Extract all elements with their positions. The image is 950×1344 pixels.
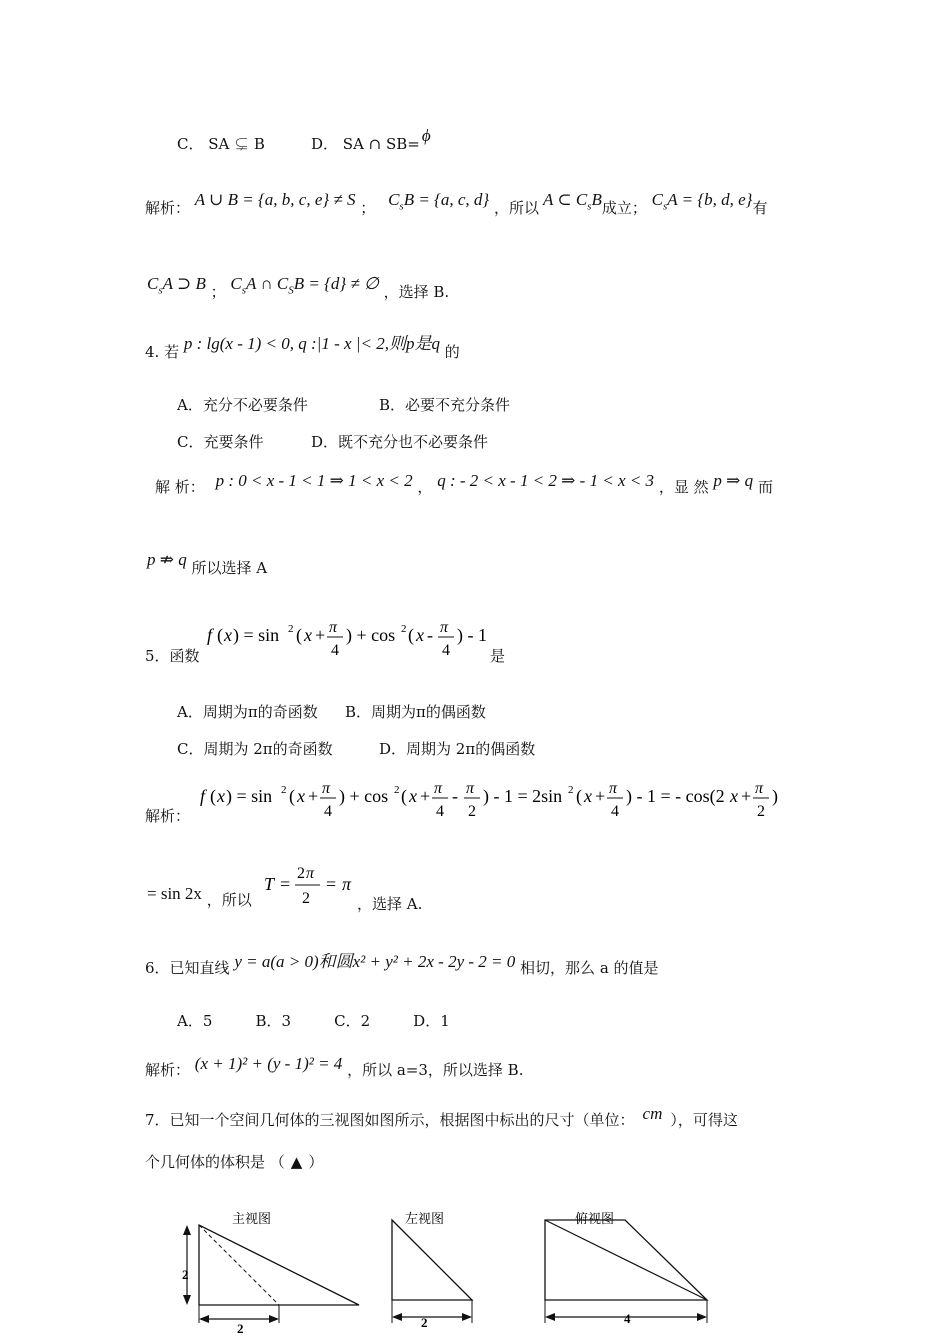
svg-text:2: 2 — [568, 784, 574, 796]
top-view-title: 俯视图 — [575, 1211, 615, 1226]
svg-text:π: π — [440, 619, 449, 636]
svg-text:x: x — [217, 786, 225, 806]
side-view-triangle — [392, 1220, 472, 1300]
svg-text:): ) — [772, 786, 778, 806]
svg-text:2: 2 — [302, 890, 310, 907]
q6-options: A．5 B．3 C．2 D．1 — [177, 1012, 450, 1030]
svg-text:) - 1 = 2sin: ) - 1 = 2sin — [483, 786, 563, 806]
svg-text:2: 2 — [757, 803, 765, 820]
q4-option-d: D．既不充分也不必要条件 — [311, 433, 489, 451]
svg-text:2: 2 — [394, 784, 400, 796]
svg-text:(: ( — [576, 786, 582, 806]
svg-text:4: 4 — [331, 642, 339, 659]
front-height-arrow-down — [183, 1295, 191, 1305]
svg-text:+: + — [595, 786, 606, 806]
q6-stem: 6．已知直线 y = a(a > 0)和圆x² + y² + 2x - 2y - 2 = 0 相切，那么 a 的值是 — [145, 952, 659, 977]
svg-text:f: f — [200, 786, 206, 806]
svg-text:T: T — [264, 874, 275, 894]
svg-text:(: ( — [289, 786, 295, 806]
svg-text:+: + — [308, 786, 319, 806]
svg-text:) + cos: ) + cos — [339, 786, 389, 806]
svg-text:(: ( — [401, 786, 407, 806]
q4-analysis-line1: 解 析： p : 0 < x - 1 < 1 ⇒ 1 < x < 2 ， q : - 2 < x - 1 < 2 ⇒ - 1 < x < 3 ，显 然 p ⇒ q 而 — [155, 471, 773, 496]
svg-text:x: x — [730, 786, 738, 806]
svg-text:f: f — [207, 625, 213, 645]
q5-analysis-line2: = sin 2x ，所以 — [147, 884, 252, 909]
svg-text:x: x — [297, 786, 305, 806]
svg-text:π: π — [434, 780, 443, 797]
svg-text:2: 2 — [468, 803, 476, 820]
q5-option-b: B．周期为π的偶函数 — [345, 703, 486, 721]
front-height-arrow-up — [183, 1225, 191, 1235]
svg-text:) = sin: ) = sin — [233, 625, 280, 645]
svg-text:x: x — [584, 786, 592, 806]
q4-option-a: A．充分不必要条件 — [177, 396, 308, 414]
q5-option-d: D．周期为 2π的偶函数 — [379, 740, 536, 758]
top-view-diagonal — [545, 1220, 707, 1300]
q5-stem-label: 5．函数 — [145, 647, 200, 665]
answer-blank-triangle: ▲ — [290, 1153, 303, 1171]
svg-text:(: ( — [217, 625, 223, 645]
svg-text:π: π — [342, 874, 352, 894]
svg-text:π: π — [466, 780, 475, 797]
q5-option-c: C．周期为 2π的奇函数 — [177, 740, 333, 758]
svg-text:2: 2 — [401, 623, 407, 635]
svg-text:4: 4 — [436, 803, 444, 820]
svg-text:2: 2 — [288, 623, 294, 635]
q5-analysis-label: 解析： — [145, 807, 191, 825]
q5-function-formula — [205, 615, 495, 665]
svg-text:+: + — [420, 786, 431, 806]
q7-stem-line2: 个几何体的体积是 （ ▲ ） — [145, 1153, 324, 1171]
q4-option-c: C．充要条件 — [177, 433, 264, 451]
svg-text:2: 2 — [297, 865, 305, 882]
q5-option-a: A．周期为π的奇函数 — [177, 703, 318, 721]
q3-option-d: D． SA ∩ SB= ϕ — [311, 126, 431, 153]
q5-analysis-formula — [198, 775, 798, 825]
q5-period-formula — [262, 858, 362, 908]
svg-text:x: x — [416, 625, 424, 645]
svg-text:) = sin: ) = sin — [226, 786, 273, 806]
svg-text:4: 4 — [324, 803, 332, 820]
svg-text:4: 4 — [442, 642, 450, 659]
svg-text:x: x — [224, 625, 232, 645]
phi-symbol: ϕ — [421, 126, 431, 145]
svg-text:2: 2 — [281, 784, 287, 796]
front-height-label: 2 — [182, 1267, 189, 1282]
three-view-figure — [170, 1205, 730, 1340]
svg-text:4: 4 — [611, 803, 619, 820]
front-view-triangle — [199, 1225, 359, 1305]
svg-text:x: x — [304, 625, 312, 645]
svg-text:(: ( — [408, 625, 414, 645]
q3-option-c: C． SA ⊊ B — [177, 135, 265, 153]
side-view-title: 左视图 — [405, 1211, 445, 1226]
svg-text:π: π — [609, 780, 618, 797]
svg-text:π: π — [306, 865, 315, 882]
front-view-title: 主视图 — [232, 1211, 272, 1226]
svg-text:) + cos: ) + cos — [346, 625, 396, 645]
svg-text:+: + — [315, 625, 326, 645]
q4-option-b: B．必要不充分条件 — [379, 396, 511, 414]
front-width-label: 2 — [237, 1321, 244, 1336]
svg-text:=: = — [280, 874, 291, 894]
svg-text:=: = — [326, 874, 337, 894]
svg-text:(: ( — [296, 625, 302, 645]
svg-text:(: ( — [210, 786, 216, 806]
q3-analysis-line2: $C_sA$ ⊃ B ； $C_sA$ ∩ $C_SB = \{d\}$ ≠ ∅ ，选择 B. — [147, 274, 450, 301]
svg-text:π: π — [329, 619, 338, 636]
svg-text:-: - — [452, 786, 458, 806]
svg-text:) - 1: ) - 1 — [457, 625, 487, 645]
side-width-label: 2 — [421, 1315, 428, 1330]
q6-analysis: 解析： (x + 1)² + (y - 1)² = 4 ，所以 a=3，所以选择 B. — [145, 1054, 524, 1079]
q5-analysis-choice: ，选择 A. — [357, 895, 423, 913]
front-view-hidden-edge — [199, 1225, 279, 1305]
svg-text:-: - — [427, 625, 433, 645]
svg-text:x: x — [409, 786, 417, 806]
q4-stem: 4. 若 p : lg(x - 1) < 0, q :|1 - x |< 2,则p是q 的 — [145, 334, 460, 361]
svg-text:) - 1 = - cos(2: ) - 1 = - cos(2 — [626, 786, 725, 806]
svg-text:π: π — [755, 780, 764, 797]
q5-stem-suffix: 是 — [490, 647, 506, 665]
q4-analysis-line2: p ⇏ q 所以选择 A — [147, 550, 268, 577]
q3-analysis-line1: 解析： A ∪ B = {a, b, c, e} ≠ S ； $C_sB = \{a$, c, d} ，所以 A ⊂ $C_sB$成立； $C_sA = \{b$, d, e}有 — [145, 190, 768, 217]
svg-text:π: π — [322, 780, 331, 797]
q7-stem-line1: 7．已知一个空间几何体的三视图如图所示，根据图中标出的尺寸（单位： cm ），可得这 — [145, 1104, 738, 1129]
svg-text:+: + — [741, 786, 752, 806]
top-width-label: 4 — [624, 1311, 631, 1326]
